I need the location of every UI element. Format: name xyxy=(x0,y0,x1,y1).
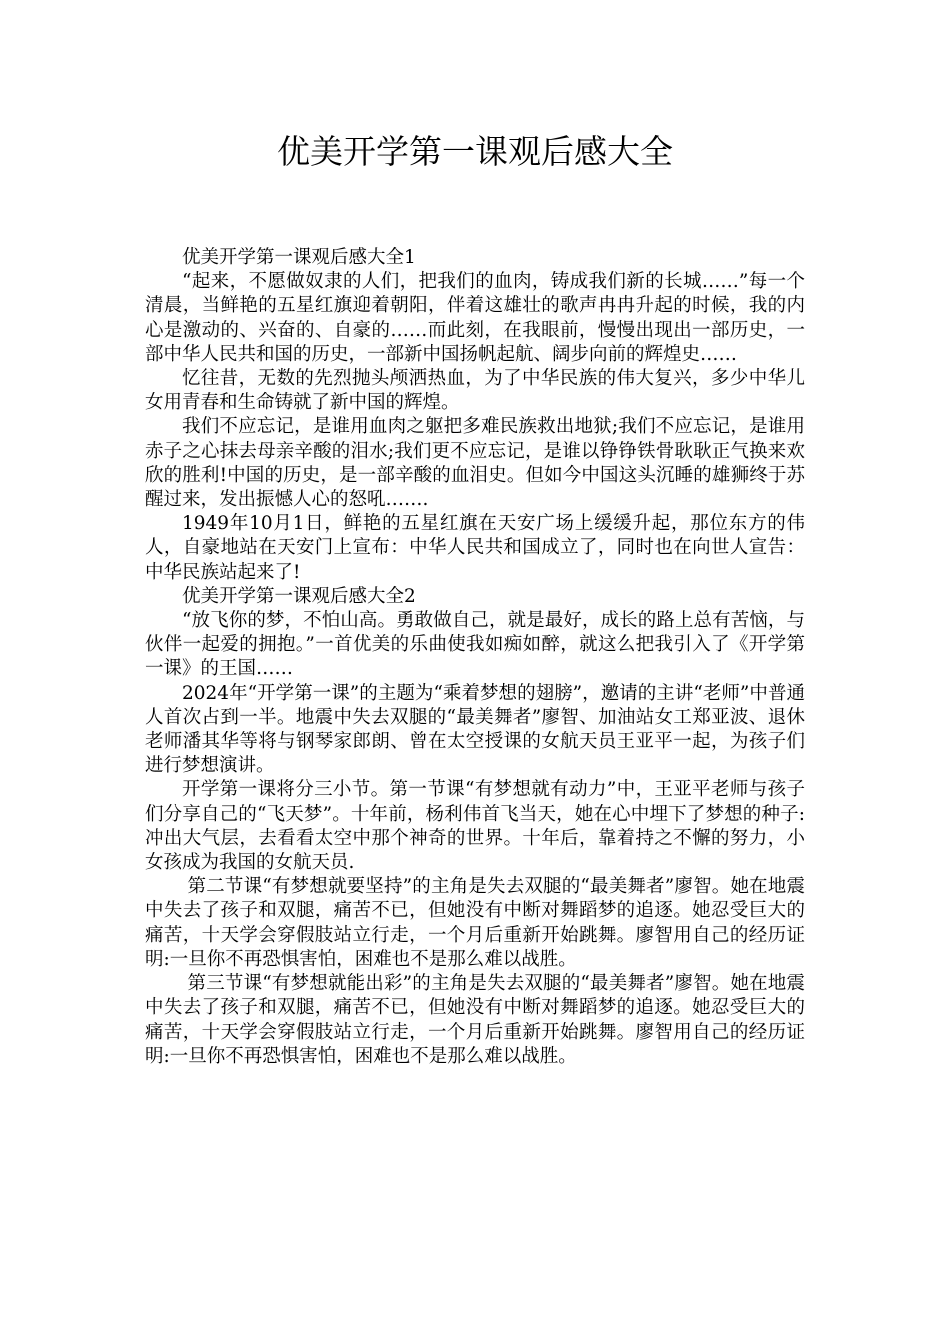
section-heading-2: 优美开学第一课观后感大全2 xyxy=(182,585,416,607)
document-title: 优美开学第一课观后感大全 xyxy=(277,132,673,171)
paragraph: 开学第一课将分三小节。第一节课“有梦想就有动力”中，王亚平老师与孩子们分享自己的“飞天梦”。十年前，杨利伟首飞当天，她在心中埋下了梦想的种子:冲出大气层，去看看太空中那个神奇的世界。十年后，靠着持之不懈的努力，小女孩成为我国的女航天员. xyxy=(145,779,805,874)
section-heading-1: 优美开学第一课观后感大全1 xyxy=(182,247,416,268)
paragraph: 我们不应忘记，是谁用血肉之躯把多难民族救出地狱;我们不应忘记，是谁用赤子之心抹去母亲辛酸的泪水;我们更不应忘记，是谁以铮铮铁骨耿耿正气换来欢欣的胜利!中国的历史，是一部辛酸的血泪史。但如今中国这头沉睡的雄狮终于苏醒过来，发出振憾人心的怒吼……. xyxy=(145,416,806,511)
paragraph: 忆往昔，无数的先烈抛头颅洒热血，为了中华民族的伟大复兴，多少中华儿女用青春和生命铸就了新中国的辉煌。 xyxy=(145,368,805,414)
paragraph: 2024年“开学第一课”的主题为“乘着梦想的翅膀”，邀请的主讲“老师”中普通人首次占到一半。地震中失去双腿的“最美舞者”廖智、加油站女工郑亚波、退休老师潘其华等将与钢琴家郎朗、曾在太空授课的女航天员王亚平一起，为孩子们进行梦想演讲。 xyxy=(145,682,805,777)
paragraph: “起来，不愿做奴隶的人们，把我们的血肉，铸成我们新的长城……”每一个清晨，当鲜艳的五星红旗迎着朝阳，伴着这雄壮的歌声冉冉升起的时候，我的内心是激动的、兴奋的、自豪的……而此刻，在我眼前，慢慢出现出一部历史，一部中华人民共和国的历史，一部新中国扬帆起航、阔步向前的辉煌史…… xyxy=(145,271,805,365)
paragraph: 第三节课“有梦想就能出彩”的主角是失去双腿的“最美舞者”廖智。她在地震中失去了孩子和双腿，痛苦不已，但她没有中断对舞蹈梦的追逐。她忍受巨大的痛苦，十天学会穿假肢站立行走，一个月后重新开始跳舞。廖智用自己的经历证明:一旦你不再恐惧害怕，困难也不是那么难以战胜。 xyxy=(145,973,805,1067)
paragraph: “放飞你的梦，不怕山高。勇敢做自己，就是最好，成长的路上总有苦恼，与伙伴一起爱的拥抱。”一首优美的乐曲使我如痴如醉，就这么把我引入了《开学第一课》的王国…… xyxy=(145,610,805,680)
paragraph: 1949年10月1日，鲜艳的五星红旗在天安广场上缓缓升起，那位东方的伟人，自豪地站在天安门上宣布：中华人民共和国成立了，同时也在向世人宣告：中华民族站起来了! xyxy=(145,513,805,583)
paragraph: 第二节课“有梦想就要坚持”的主角是失去双腿的“最美舞者”廖智。她在地震中失去了孩子和双腿，痛苦不已，但她没有中断对舞蹈梦的追逐。她忍受巨大的痛苦，十天学会穿假肢站立行走，一个月后重新开始跳舞。廖智用自己的经历证明:一旦你不再恐惧害怕，困难也不是那么难以战胜。 xyxy=(145,876,805,970)
document-body xyxy=(145,246,805,1069)
